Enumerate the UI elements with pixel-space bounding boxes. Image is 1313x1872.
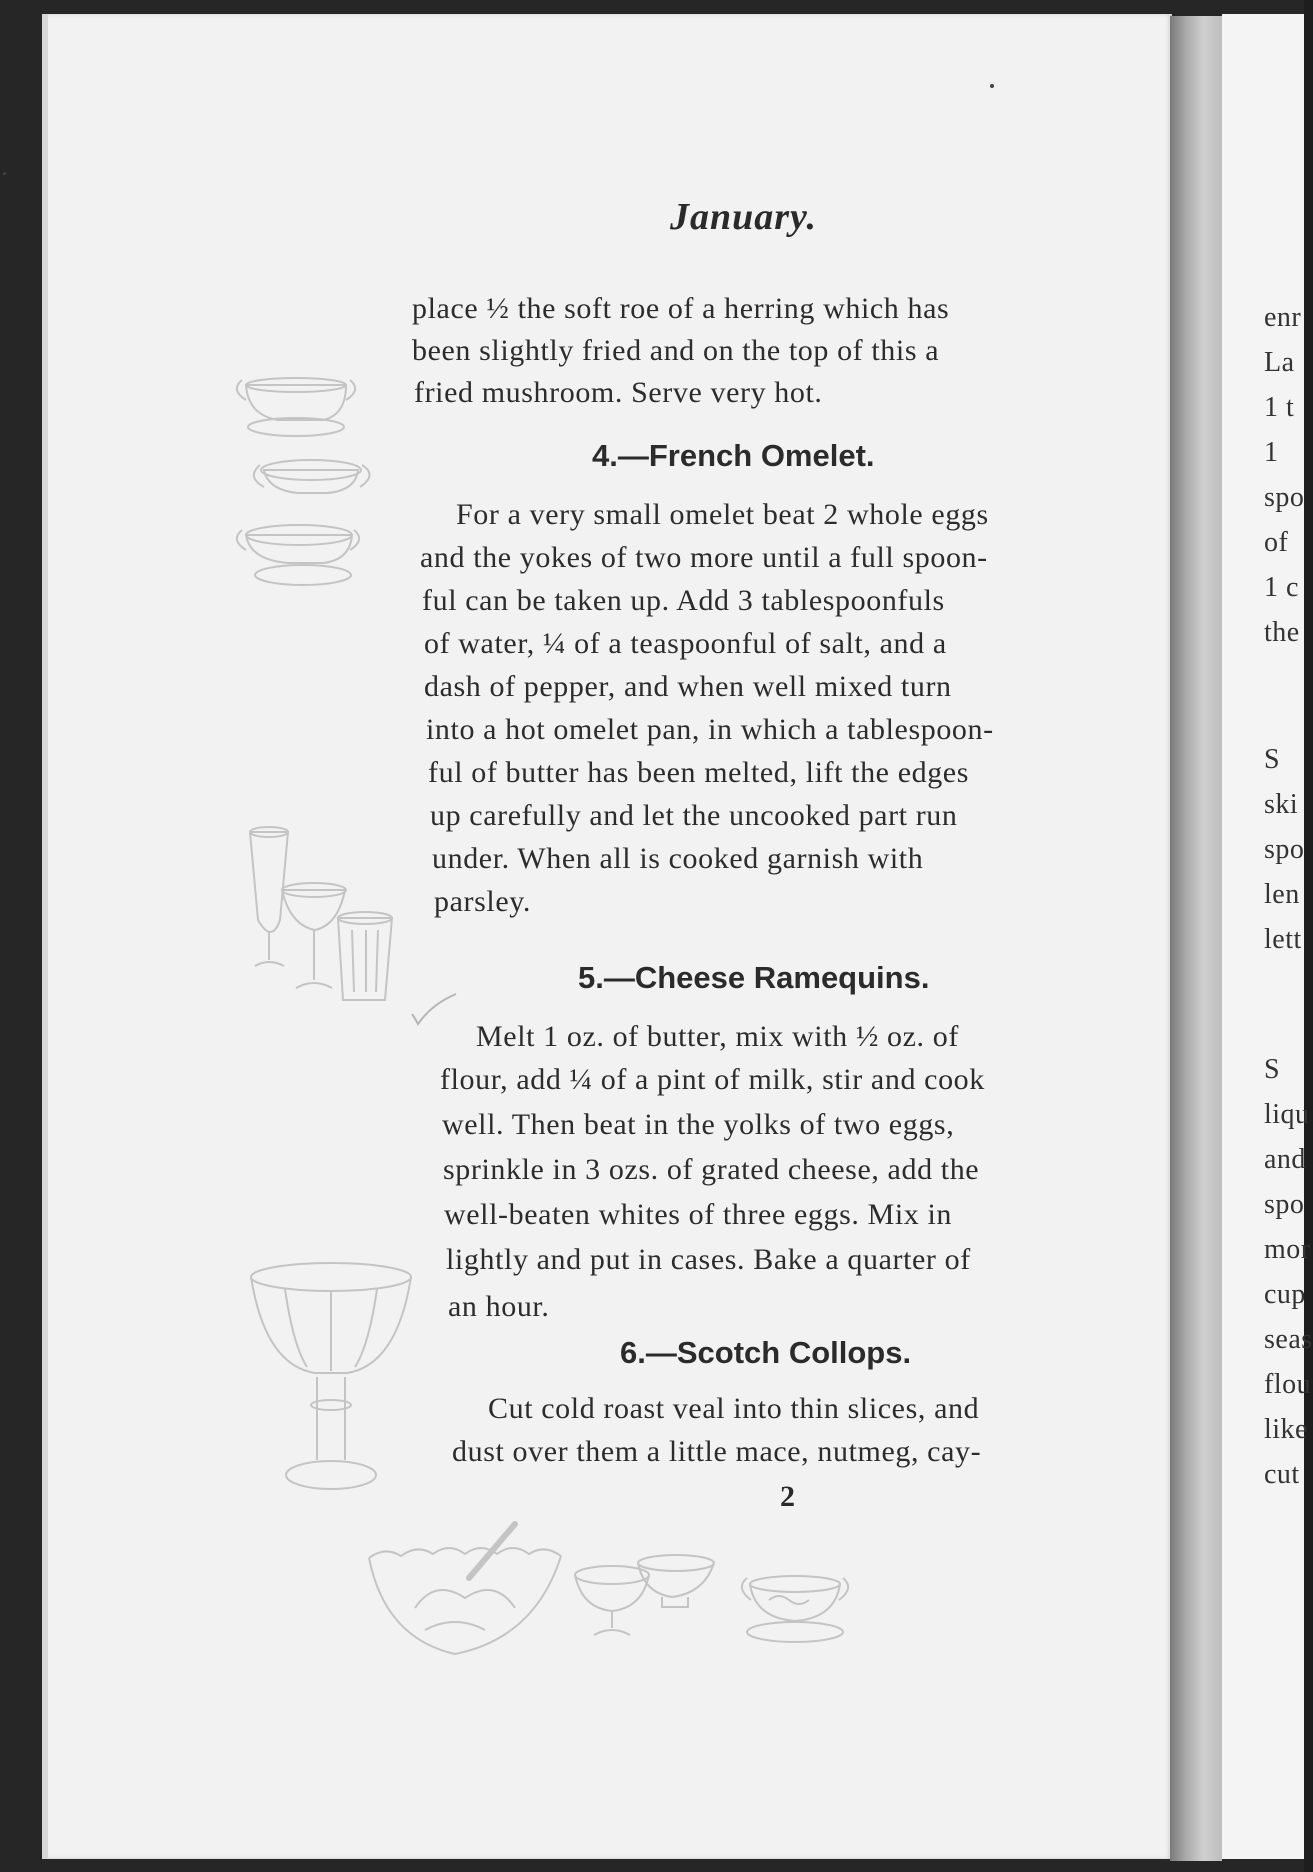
dust-speck xyxy=(990,84,994,88)
next-page-fragment: like xyxy=(1264,1414,1308,1445)
next-page-fragment: S xyxy=(1264,744,1281,775)
body-line: For a very small omelet beat 2 whole eggs xyxy=(456,498,989,531)
next-page-fragment: 1 t xyxy=(1264,392,1295,423)
cup-icon xyxy=(572,1553,722,1648)
body-line: an hour. xyxy=(448,1290,550,1323)
body-line: sprinkle in 3 ozs. of grated cheese, add the xyxy=(443,1153,980,1186)
body-line: of water, ¼ of a teaspoonful of salt, and a xyxy=(424,627,947,660)
body-line: up carefully and let the uncooked part run xyxy=(430,799,958,832)
next-page-fragment: lett xyxy=(1264,924,1302,955)
next-page-fragment: mor xyxy=(1264,1234,1311,1265)
book-gutter xyxy=(1170,16,1222,1861)
body-line: into a hot omelet pan, in which a tablespoon- xyxy=(426,713,994,746)
section-heading-french-omelet: 4.—French Omelet. xyxy=(592,438,875,473)
body-line: dash of pepper, and when well mixed turn xyxy=(424,670,952,703)
body-line: and the yokes of two more until a full spoon- xyxy=(420,541,988,574)
body-line: been slightly fried and on the top of this a xyxy=(412,334,940,367)
body-line: place ½ the soft roe of a herring which has xyxy=(412,292,950,325)
body-line: ful of butter has been melted, lift the edges xyxy=(428,756,969,789)
next-page-fragment: of xyxy=(1264,527,1289,558)
compote-icon xyxy=(245,1255,420,1500)
body-line: lightly and put in cases. Bake a quarter of xyxy=(446,1243,971,1276)
body-line: flour, add ¼ of a pint of milk, stir and cook xyxy=(440,1063,985,1096)
next-page-fragment: the xyxy=(1264,617,1300,648)
check-mark-icon xyxy=(410,990,460,1035)
next-page-fragment: flou xyxy=(1264,1369,1312,1400)
section-heading-scotch-collops: 6.—Scotch Collops. xyxy=(620,1335,912,1370)
punch-bowl-icon xyxy=(365,1518,605,1663)
next-page-fragment: and xyxy=(1264,1144,1306,1175)
next-page-fragment: enr xyxy=(1264,302,1302,333)
body-line: dust over them a little mace, nutmeg, cay- xyxy=(452,1435,982,1468)
body-line: parsley. xyxy=(434,885,531,918)
running-title: January. xyxy=(670,196,818,238)
body-line: Cut cold roast veal into thin slices, and xyxy=(488,1392,980,1425)
body-line: well. Then beat in the yolks of two eggs, xyxy=(442,1108,955,1141)
teacup-icon xyxy=(735,1566,855,1651)
next-page-fragment: 1 c xyxy=(1264,572,1299,603)
next-page-fragment: spo xyxy=(1264,1189,1305,1220)
dust-speck xyxy=(3,172,6,175)
body-line: fried mushroom. Serve very hot. xyxy=(414,376,823,409)
next-page-fragment: liqu xyxy=(1264,1099,1310,1130)
next-page-fragment: S xyxy=(1264,1054,1281,1085)
next-page-edge xyxy=(1222,14,1313,1859)
next-page-fragment: cut xyxy=(1264,1459,1300,1490)
body-line: under. When all is cooked garnish with xyxy=(432,842,924,875)
goblet-icon xyxy=(240,820,410,1010)
body-line: well-beaten whites of three eggs. Mix in xyxy=(444,1198,953,1231)
next-page-fragment: 1 xyxy=(1264,437,1279,468)
teacup-icon xyxy=(228,365,398,595)
next-page-fragment: spo xyxy=(1264,834,1305,865)
next-page-fragment: cup xyxy=(1264,1279,1306,1310)
section-heading-cheese-ramequins: 5.—Cheese Ramequins. xyxy=(578,960,930,995)
next-page-fragment: len xyxy=(1264,879,1300,910)
body-line: Melt 1 oz. of butter, mix with ½ oz. of xyxy=(476,1020,959,1053)
next-page-fragment: ski xyxy=(1264,789,1299,820)
next-page-fragment: La xyxy=(1264,347,1295,378)
next-page-fragment: seas xyxy=(1264,1324,1313,1355)
body-line: ful can be taken up. Add 3 tablespoonfuls xyxy=(422,584,945,617)
next-page-fragment: spo xyxy=(1264,482,1305,513)
page-number: 2 xyxy=(780,1480,795,1513)
